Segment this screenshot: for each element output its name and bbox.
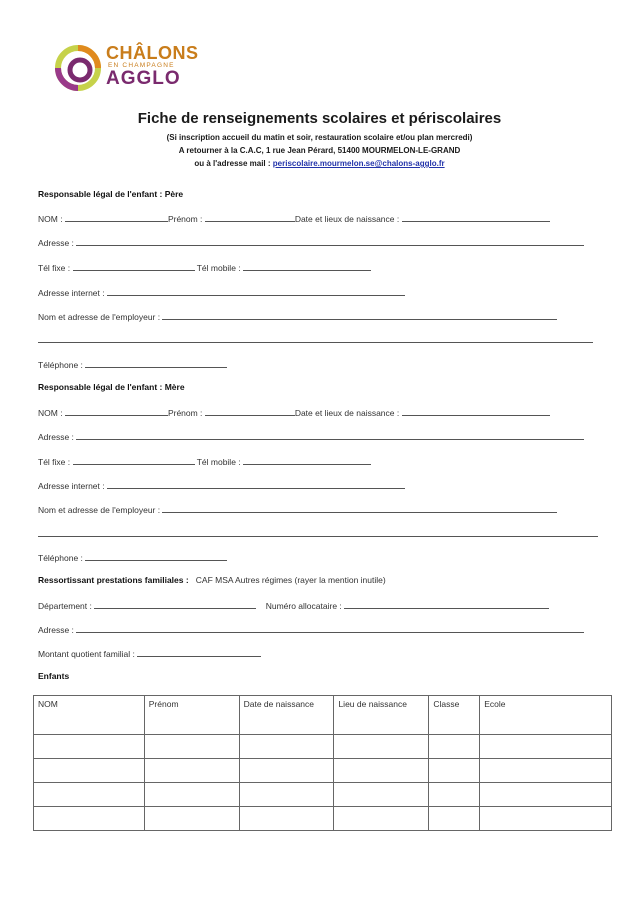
mere-tel-row: [38, 455, 371, 467]
table-cell[interactable]: [480, 759, 612, 783]
mere-prenom-field[interactable]: [205, 406, 295, 416]
col-nom: NOM: [34, 696, 145, 735]
pere-internet-row: [38, 286, 405, 298]
pere-employeur-line2[interactable]: [38, 342, 593, 343]
departement-row: [38, 599, 549, 611]
col-lieu-naissance: Lieu de naissance: [334, 696, 429, 735]
pere-employeur-label: Nom et adresse de l'employeur :: [38, 312, 161, 322]
pere-telephone-field[interactable]: [85, 358, 227, 368]
chalons-agglo-logo: [54, 44, 214, 96]
mere-nom-field[interactable]: [65, 406, 168, 416]
pere-adresse-row: [38, 236, 584, 248]
logo-chalons-text: CHÂLONS: [106, 43, 199, 63]
table-cell[interactable]: [144, 735, 239, 759]
table-cell[interactable]: [480, 783, 612, 807]
subtitle: (Si inscription accueil du matin et soir, restauration scolaire et/ou plan mercredi): [166, 133, 473, 142]
pere-tel-mobile-field[interactable]: [243, 261, 371, 271]
table-cell[interactable]: [480, 735, 612, 759]
mere-employeur-field[interactable]: [162, 503, 557, 513]
table-cell[interactable]: [334, 783, 429, 807]
table-cell[interactable]: [34, 807, 145, 831]
table-cell[interactable]: [429, 735, 480, 759]
table-header-row: [34, 696, 612, 735]
mere-employeur-line2[interactable]: [38, 536, 598, 537]
mere-tel-mobile-field[interactable]: [243, 455, 371, 465]
quotient-field[interactable]: [137, 647, 261, 657]
pere-tel-fixe-label: Tél fixe :: [38, 263, 71, 273]
mere-nom-row: [38, 406, 550, 418]
table-row: [34, 735, 612, 759]
email-prefix: ou à l'adresse mail :: [194, 159, 271, 168]
pere-adresse-field[interactable]: [76, 236, 584, 246]
return-address: A retourner à la C.A.C, 1 rue Jean Pérard, 51400 MOURMELON-LE-GRAND: [178, 146, 461, 155]
table-row: [34, 807, 612, 831]
mere-telephone-row: [38, 551, 227, 563]
quotient-label: Montant quotient familial :: [38, 649, 135, 659]
mere-prenom-label: Prénom :: [167, 408, 203, 418]
mere-employeur-row: [38, 503, 557, 515]
prestations-row: [38, 575, 386, 585]
departement-label: Département :: [38, 601, 92, 611]
table-cell[interactable]: [334, 807, 429, 831]
pere-tel-fixe-field[interactable]: [73, 261, 195, 271]
email-link[interactable]: periscolaire.mourmelon.se@chalons-agglo.fr: [272, 159, 445, 168]
mere-telephone-label: Téléphone :: [38, 553, 83, 563]
allocataire-field[interactable]: [344, 599, 549, 609]
mere-naissance-label: Date et lieux de naissance :: [294, 408, 400, 418]
table-cell[interactable]: [144, 759, 239, 783]
prestations-adresse-label: Adresse :: [38, 625, 74, 635]
table-cell[interactable]: [34, 759, 145, 783]
mere-internet-row: [38, 479, 405, 491]
pere-tel-mobile-label: Tél mobile :: [196, 263, 241, 273]
mere-adresse-row: [38, 430, 584, 442]
mere-internet-label: Adresse internet :: [38, 481, 105, 491]
table-cell[interactable]: [239, 735, 334, 759]
mere-internet-field[interactable]: [107, 479, 405, 489]
pere-telephone-label: Téléphone :: [38, 360, 83, 370]
mere-employeur-label: Nom et adresse de l'employeur :: [38, 505, 161, 515]
col-prenom: Prénom: [144, 696, 239, 735]
table-cell[interactable]: [239, 807, 334, 831]
table-cell[interactable]: [334, 735, 429, 759]
mere-nom-label: NOM :: [38, 408, 63, 418]
enfants-title: Enfants: [38, 671, 70, 681]
table-cell[interactable]: [144, 807, 239, 831]
prestations-options[interactable]: CAF MSA Autres régimes (rayer la mention inutile): [195, 575, 386, 585]
pere-nom-field[interactable]: [65, 212, 168, 222]
pere-nom-label: NOM :: [38, 214, 63, 224]
logo-swirl-icon: [54, 44, 102, 92]
departement-field[interactable]: [94, 599, 256, 609]
mere-adresse-field[interactable]: [76, 430, 584, 440]
col-classe: Classe: [429, 696, 480, 735]
prestations-adresse-row: [38, 623, 584, 635]
col-date-naissance: Date de naissance: [239, 696, 334, 735]
pere-employeur-row: [38, 310, 557, 322]
table-row: [34, 783, 612, 807]
section-pere: Responsable légal de l'enfant : Père: [38, 189, 184, 199]
table-cell[interactable]: [429, 783, 480, 807]
pere-employeur-field[interactable]: [162, 310, 557, 320]
enfants-table: [33, 695, 612, 831]
mere-tel-fixe-label: Tél fixe :: [38, 457, 71, 467]
col-ecole: Ecole: [480, 696, 612, 735]
pere-naissance-label: Date et lieux de naissance :: [294, 214, 400, 224]
table-cell[interactable]: [480, 807, 612, 831]
pere-prenom-label: Prénom :: [167, 214, 203, 224]
pere-naissance-field[interactable]: [402, 212, 550, 222]
table-cell[interactable]: [334, 759, 429, 783]
pere-prenom-field[interactable]: [205, 212, 295, 222]
mere-adresse-label: Adresse :: [38, 432, 74, 442]
mere-tel-mobile-label: Tél mobile :: [196, 457, 241, 467]
quotient-row: [38, 647, 261, 659]
prestations-label: Ressortissant prestations familiales :: [38, 575, 189, 585]
allocataire-label: Numéro allocataire :: [265, 601, 342, 611]
table-cell[interactable]: [34, 735, 145, 759]
table-cell[interactable]: [144, 783, 239, 807]
table-cell[interactable]: [429, 759, 480, 783]
pere-adresse-label: Adresse :: [38, 238, 74, 248]
logo-sub-text: EN CHAMPAGNE: [108, 62, 175, 69]
logo-agglo-text: AGGLO: [106, 68, 181, 89]
pere-telephone-row: [38, 358, 227, 370]
mere-naissance-field[interactable]: [402, 406, 550, 416]
table-row: [34, 759, 612, 783]
mere-tel-fixe-field[interactable]: [73, 455, 195, 465]
table-cell[interactable]: [34, 783, 145, 807]
pere-nom-row: [38, 212, 550, 224]
table-cell[interactable]: [239, 783, 334, 807]
pere-internet-label: Adresse internet :: [38, 288, 105, 298]
section-mere: Responsable légal de l'enfant : Mère: [38, 382, 185, 392]
pere-internet-field[interactable]: [107, 286, 405, 296]
table-cell[interactable]: [429, 807, 480, 831]
table-cell[interactable]: [239, 759, 334, 783]
prestations-adresse-field[interactable]: [76, 623, 584, 633]
page-title: Fiche de renseignements scolaires et périscolaires: [137, 110, 502, 127]
mere-telephone-field[interactable]: [85, 551, 227, 561]
pere-tel-row: [38, 261, 371, 273]
email-line: [0, 159, 639, 168]
